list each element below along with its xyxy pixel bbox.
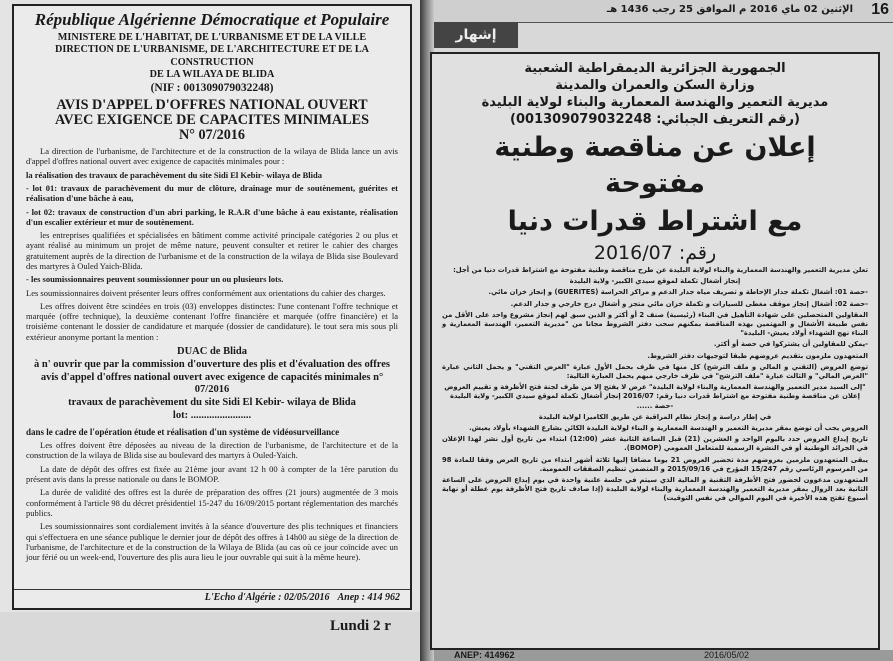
entreprises-paragraph: les entreprises qualifiées et spécialisées en bâtiment comme activité principale catégories 2 ou plus et ayant réalisé au minimum un projet de même nature, peuvent consulter et retirer le cahier des charges gratuitement auprès de la direction de l'urbanisme et de la construction de la wilaya de Blida sise Boulevard des martyres à Ouled Yaich-Blida. (26, 230, 398, 271)
lot-02: -حصة 02: أشغال إنجاز موقف مغطى للسيارات و تكملة خزان مائي متجز و أشغال درج خارجي و جدار الدعم. (510, 299, 868, 308)
validity-paragraph: يبقى المتعهدون ملزمين بعروضهم مدة تحضير العروض 21 يوما مضافا إليها ثلاثة أشهر ابتداء من تاريخ العرض وفقا للمادة 98 من المرسوم الرئاسي رقم 15/247 المؤرخ في 2015/09/16 و المتضمن تنظيم الصفقات العمومية. (442, 455, 868, 473)
arabic-tender-notice (430, 52, 880, 650)
ministry-line: DE LA WILAYA DE BLIDA (149, 69, 275, 81)
republic-line: الجمهورية الجزائرية الديمقراطية الشعبية (524, 61, 786, 76)
envelope-mention (24, 346, 400, 423)
french-tender-notice (12, 4, 412, 610)
duac-lot-line: lot: ....................... (172, 410, 252, 422)
conformity-paragraph: المتعهدون ملزمون بتقديم عروضهم طبقا لتوجيهات دفتر الشروط. (647, 351, 868, 360)
republic-header: République Algérienne Démocratique et Populaire (34, 10, 390, 29)
arabic-page (434, 0, 893, 661)
conformity-paragraph: Les soumissionnaires doivent présenter leurs offres conformément aux orientations du cahier des charges. (26, 287, 386, 298)
duac-line: à n' ouvrir que par la commission d'ouverture des plis et d'évaluation des offres (34, 358, 390, 370)
nif-line: (NIF : 001309079032248) (150, 81, 274, 94)
arabic-header (432, 60, 878, 128)
lot-01: - lot 01: travaux de parachèvement du mur de clôture, drainage mur de soutènement, guérites et réalisation d'une bâche à eau, (26, 182, 398, 204)
validity-paragraph: La durée de validité des offres est la durée de préparation des offres (21 jours) augmentée de 3 mois conformément à l'article 98 du décret présidentiel 15-247 du 16/09/2015 portant réglementation des marchés publics. (26, 487, 398, 518)
intro-paragraph: تعلن مديرية التعمير والهندسة المعمارية والبناء لولاية البليدة عن طرح مناقصة وطنية مفتوحة مع اشتراط قدرات دنيا من أجل: (453, 266, 868, 274)
deposit-paragraph: العروض يجب أن توضع بمقر مديرية التعمير و الهندسة المعمارية و البناء لولاية البليدة الكائن بشارع الشهداء بأولاد يعيش. (469, 424, 868, 433)
deposit-paragraph: Les offres doivent être déposées au niveau de la direction de l'urbanisme, de l'architecture et de la construction de la wilaya de Blida sise au boulevard des martyrs à Ouled-Yaich. (26, 440, 398, 461)
directorate-line: مديرية التعمير والهندسة المعمارية والبناء لولاية البليدة (481, 95, 829, 110)
object-line: la réalisation des travaux de parachèvement du site Sidi El Kebir- wilaya de Blida (26, 169, 323, 180)
intro-paragraph: La direction de l'urbanisme, de l'architecture et de la construction de la wilaya de Blida lance un avis d'appel d'offres national ouvert avec exigence de capacités minimales pour : (26, 146, 398, 167)
lots-paragraph: -يمكن للمقاولين أن يشتركوا في حصة أو أكثر. (713, 340, 868, 349)
ministry-line: MINISTERE DE L'HABITAT, DE L'URBANISME ET DE LA VILLE (57, 32, 367, 43)
anep-number: ANEP: 414962 (454, 650, 515, 660)
notice-title (34, 98, 390, 143)
arabic-page-header (434, 0, 893, 23)
notice-subtitle: مع اشتراط قدرات دنيا (507, 206, 803, 237)
date-paragraph: La date de dépôt des offres est fixée au 21ème jour avant 12 h 00 à compter de la 1ère parution du présent avis dans la presse nationale ou dans le BOMOP. (26, 463, 398, 485)
anep-number: Anep : 414 962 (337, 592, 400, 603)
opening-paragraph: Les soumissionnaires sont cordialement invités à la séance d'ouverture des plis techniques et financiers qui s'effectuera en une séance publique le dernier jour de dépôt des offres à 14h00 au siège de la direction de l'urbanisme, de l'architecture et de la construction de la Wilaya de Blida (au cas où ce jour coïncide avec un jour férié ou un week-end, l'ouverture des plis aura lieu le jour ouvrable qui suit à la même heure). (26, 521, 398, 563)
page-number: 16 (871, 1, 889, 18)
running-footer: Lundi 2 r (330, 618, 391, 634)
object-line: إنجاز أشغال تكملة لموقع سيدي الكبير- ولاية البليدة (569, 277, 741, 286)
duac-line: DUAC de Blida (176, 346, 247, 358)
notice-title: إعلان عن مناقصة وطنية مفتوحة (494, 132, 816, 199)
opening-paragraph: المتعهدون مدعوون لحضور فتح الأظرفة التقنية و المالية الذي سيتم في جلسة علنية واحدة في يوم إيداع العروض على الساعة الثانية بعد الزوال بمقر مديرية التعمير والهندسة المعمارية والبناء لولاية البليدة (إذا صادف تاريخ فتح الأظرفة يوم عطلة أو نهاية أسبوع تفتح هذه الأخيرة في اليوم الموالي في نفس التوقيت) (442, 476, 868, 503)
footer-date: 2016/05/02 (704, 650, 750, 660)
ministry-header (32, 32, 392, 94)
date-paragraph: تاريخ إيداع العروض حدد باليوم الواحد و العشرين (21) قبل الساعة الثانية عشر (12:00) ابتداء من تاريخ أول نشر لهذا الإعلان في الجرائد الوطنية أو في النشرة الرسمية للمتعامل العمومي (BOMOP). (442, 435, 868, 453)
lot-02: - lot 02: travaux de construction d'un abri parking, le R.A.R d'une bâche à eau existante, réalisation d'un escalier extérieur et mur de soutènement. (26, 206, 398, 227)
notice-title-line: AVEC EXIGENCE DE CAPACITES MINIMALES (54, 112, 369, 129)
notice-number: رقم: 2016/07 (593, 242, 717, 264)
duac-line: travaux de parachèvement du site Sidi El Kebir- wilaya de Blida (68, 397, 356, 409)
framework-line: في إطار دراسة و إنجاز نظام المراقبة عن طريق الكاميرا لولاية البليدة (538, 412, 772, 421)
nif-line: (رقم التعريف الجبائي: 001309079032248) (510, 112, 800, 127)
ministry-line: DIRECTION DE L'URBANISME, DE L'ARCHITECTURE ET DE LA CONSTRUCTION (55, 44, 369, 68)
issue-date: الإثنين 02 ماي 2016 م الموافق 25 رجب 1436 هـ (606, 4, 853, 15)
newspaper-credit: L'Echo d'Algérie : 02/05/2016 (204, 592, 330, 603)
envelopes-paragraph: Les offres doivent être scindées en trois (03) enveloppes distinctes: l'une contenant l'offre technique et marquée (offre technique), la deuxième contenant l'offre financière et marquée (offre financière) et la troisième contenant le dossier de candidature et marquée (dossier de candidature). le tout sera mis sous pli extérieur anonyme portant la mention : (26, 300, 398, 342)
duac-line: avis d'appel d'offres national ouvert avec exigence de capacités minimales n° 07/2016 (40, 371, 384, 396)
entreprises-paragraph: المقاولين المتحصلين على شهادة التأهيل في البناء (رئيسية) صنف 2 أو أكثر و الذين سبق لهم إنجاز مشروع واحد على الأقل من نفس طبيعة الأشغال و المهتمين بهذه المناقصة بمكنهم سحب دفتر الشروط مجانا من "مديرية التعمير، الهندسة المعمارية و البناء نهج الشهداء أولاد يعيش- البليدة" (442, 310, 868, 338)
french-page (0, 0, 420, 661)
lots-paragraph: - les soumissionnaires peuvent soumissionner pour un ou plusieurs lots. (26, 274, 284, 285)
ministry-line: وزارة السكن والعمران والمدينة (555, 78, 755, 93)
notice-footer (14, 589, 410, 605)
envelope-mention: "إلى السيد مدير التعمير والهندسة المعمارية والبناء لولاية البليدة" عرض لا يفتح إلا من طرف لجنة فتح الأظرفة و تقييم العروض إعلان عن مناقصة وطنية مفتوحة مع اشتراط قدرات دنيا رقم: 2016/07 إنجاز أشغال تكملة لموقع سيدي الكبير- ولاية البليدة -حصة ...... (444, 383, 866, 410)
envelopes-paragraph: توضع العروض (التقني و المالي و ملف الترشح) كل منها في ظرف بحمل الأول عبارة "العرض التقني" و يحمل الثاني عبارة "العرض المالي" و الثالث عبارة "ملف الترشح" في ظرف خارجي مبهم يحمل العبارة التالية: (442, 362, 868, 381)
notice-number: N° 07/2016 (179, 127, 245, 144)
section-label: إشهار (434, 22, 518, 48)
lot-01: -حصة 01: أشغال تكملة جدار الإحاطة و تصريف مياه جدار الدعم و مراكز الحراسة (GUERITES) و إنجاز خزان مائي. (488, 288, 868, 297)
framework-line: dans le cadre de l'opération étude et réalisation d'un système de vidéosurveillance (26, 426, 340, 437)
notice-title-line: AVIS D'APPEL D'OFFRES NATIONAL OUVERT (56, 97, 368, 114)
